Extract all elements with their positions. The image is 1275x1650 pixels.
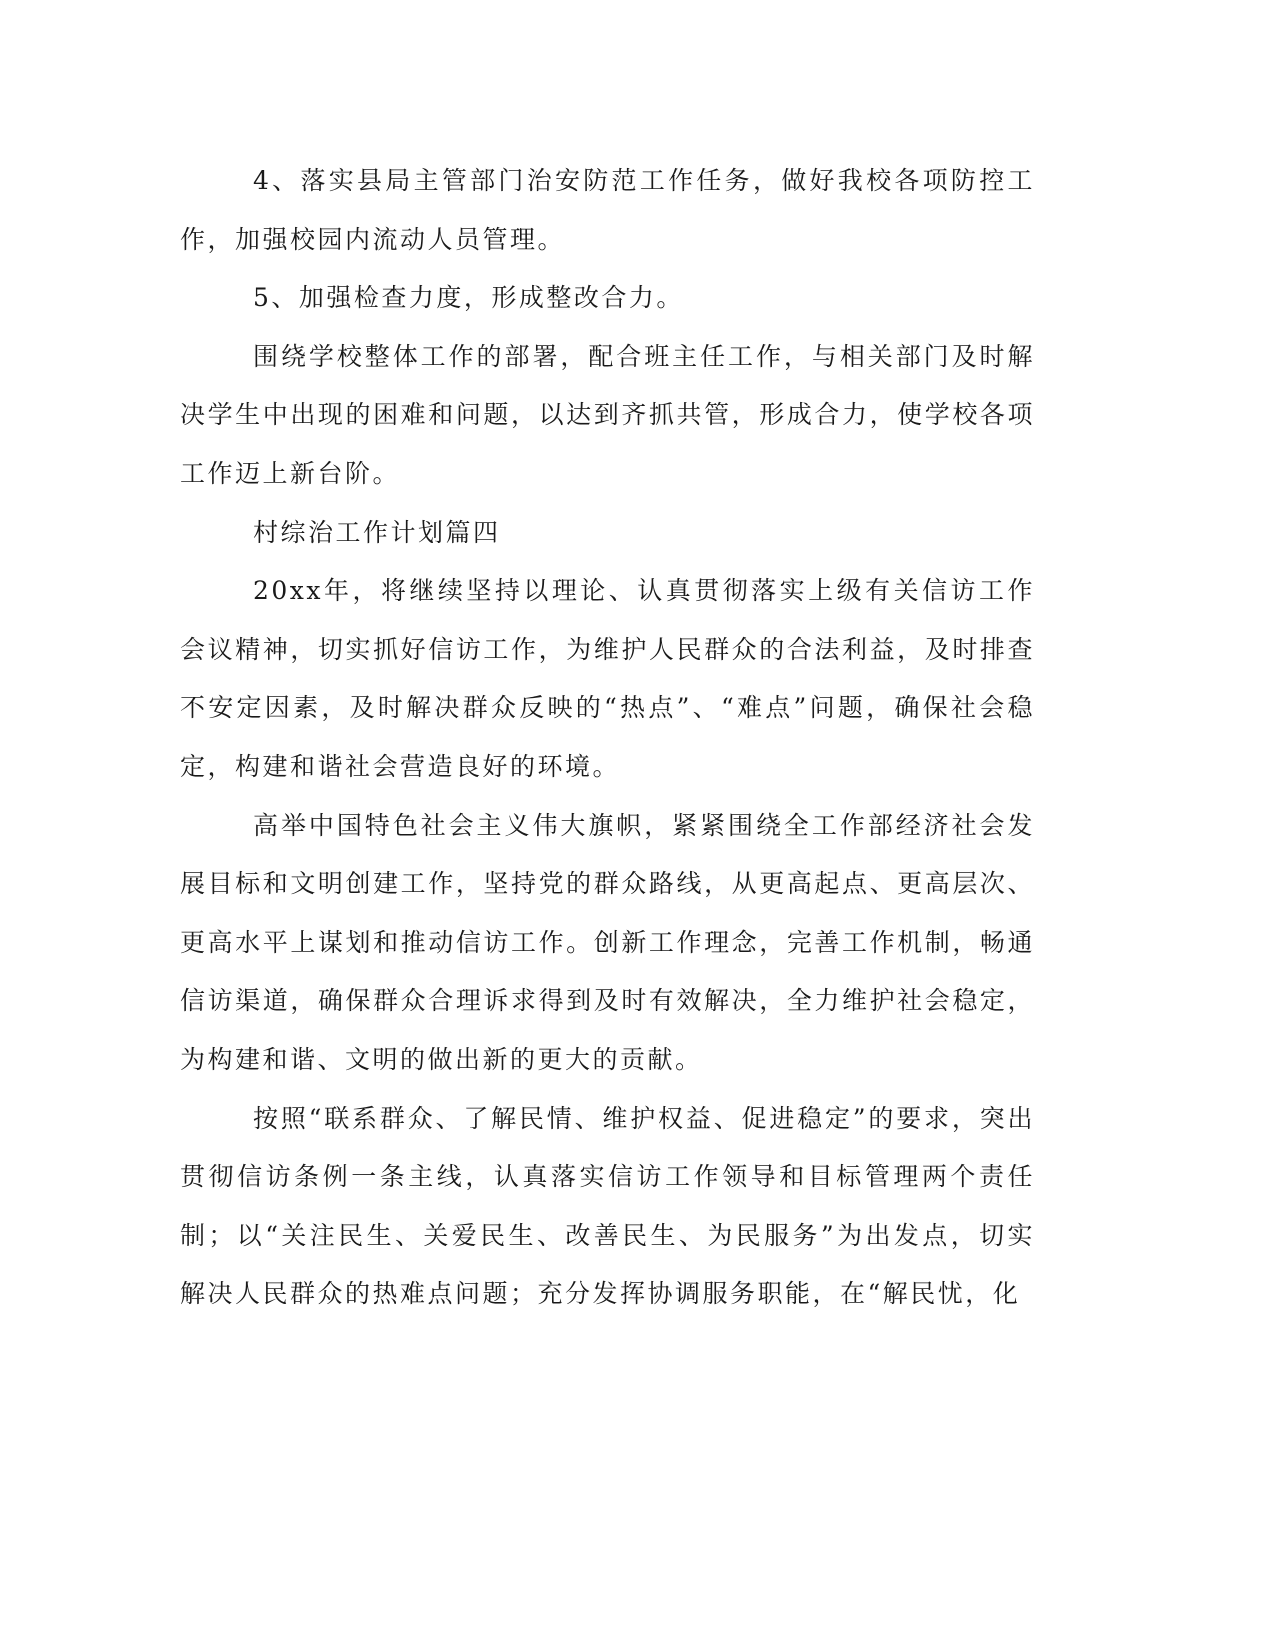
section-heading: 村综治工作计划篇四 bbox=[253, 517, 501, 547]
paragraph-school-coordination: 围绕学校整体工作的部署，配合班主任工作，与相关部门及时解决学生中出现的困难和问题，以达到齐抓共管，形成合力，使学校各项工作迈上新台阶。 bbox=[180, 341, 1035, 488]
paragraph-item-4: 4、落实县局主管部门治安防范工作任务，做好我校各项防控工作，加强校园内流动人员管理。 bbox=[180, 166, 1035, 254]
paragraph-annual-plan: 20xx年，将继续坚持以理论、认真贯彻落实上级有关信访工作会议精神，切实抓好信访工作，为维护人民群众的合法利益，及时排查不安定因素，及时解决群众反映的“热点”、“难点”问题，确保社会稳定，构建和谐社会营造良好的环境。 bbox=[180, 576, 1035, 781]
paragraph-item-5: 5、加强检查力度，形成整改合力。 bbox=[253, 283, 684, 313]
document-body bbox=[180, 152, 1035, 1324]
paragraph-requirements: 按照“联系群众、了解民情、维护权益、促进稳定”的要求，突出贯彻信访条例一条主线，认真落实信访工作领导和目标管理两个责任制；以“关注民生、关爱民生、改善民生、为民服务”为出发点，切实解决人民群众的热难点问题；充分发挥协调服务职能，在“解民忧，化 bbox=[180, 1103, 1035, 1309]
paragraph-guiding-principle: 高举中国特色社会主义伟大旗帜，紧紧围绕全工作部经济社会发展目标和文明创建工作，坚持党的群众路线，从更高起点、更高层次、更高水平上谋划和推动信访工作。创新工作理念，完善工作机制，畅通信访渠道，确保群众合理诉求得到及时有效解决，全力维护社会稳定，为构建和谐、文明的做出新的更大的贡献。 bbox=[180, 810, 1035, 1074]
